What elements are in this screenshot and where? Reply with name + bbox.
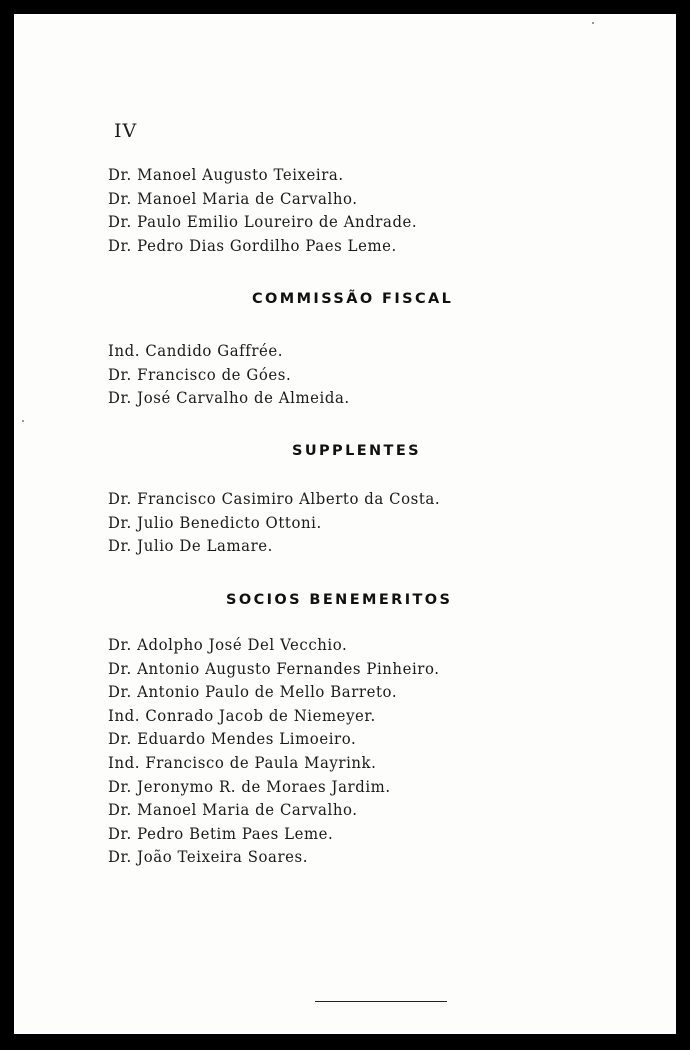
section-heading-socios-benemeritos: SOCIOS BENEMERITOS xyxy=(226,592,453,608)
list-item: Dr. Adolpho José Del Vecchio. xyxy=(108,636,348,654)
list-item: Dr. Julio Benedicto Ottoni. xyxy=(108,513,322,532)
list-item: Dr. Antonio Augusto Fernandes Pinheiro. xyxy=(108,659,440,678)
list-item: Dr. Eduardo Mendes Limoeiro. xyxy=(108,730,357,749)
list-item: Dr. Manoel Augusto Teixeira. xyxy=(108,166,344,184)
list-item: Dr. João Teixeira Soares. xyxy=(108,848,309,867)
list-item: Dr. José Carvalho de Almeida. xyxy=(108,389,350,408)
closing-rule xyxy=(315,1001,447,1002)
list-item: Dr. Antonio Paulo de Mello Barreto. xyxy=(108,683,398,702)
list-item: Dr. Francisco Casimiro Alberto da Costa. xyxy=(108,490,441,508)
paper-speck xyxy=(592,22,594,24)
supplentes-list xyxy=(108,488,454,559)
list-item: Dr. Manoel Maria de Carvalho. xyxy=(108,189,358,208)
list-item: Ind. Francisco de Paula Mayrink. xyxy=(108,753,377,772)
list-item: Dr. Paulo Emilio Loureiro de Andrade. xyxy=(108,213,418,232)
page-number: IV xyxy=(114,120,138,142)
list-item: Dr. Pedro Betim Paes Leme. xyxy=(108,824,334,843)
list-item: Dr. Julio De Lamare. xyxy=(108,537,273,556)
paper-speck xyxy=(22,420,24,422)
list-item: Dr. Francisco de Góes. xyxy=(108,365,292,384)
list-item: Dr. Manoel Maria de Carvalho. xyxy=(108,801,358,820)
section-heading-commissao-fiscal: COMMISSÃO FISCAL xyxy=(252,291,454,307)
directors-list xyxy=(108,164,430,258)
list-item: Dr. Jeronymo R. de Moraes Jardim. xyxy=(108,777,391,796)
list-item: Ind. Candido Gaffrée. xyxy=(108,342,284,360)
document-page xyxy=(14,14,676,1034)
list-item: Dr. Pedro Dias Gordilho Paes Leme. xyxy=(108,236,397,255)
commissao-fiscal-list xyxy=(108,340,360,411)
list-item: Ind. Conrado Jacob de Niemeyer. xyxy=(108,706,376,725)
section-heading-supplentes: SUPPLENTES xyxy=(292,443,421,459)
socios-benemeritos-list xyxy=(108,634,453,870)
